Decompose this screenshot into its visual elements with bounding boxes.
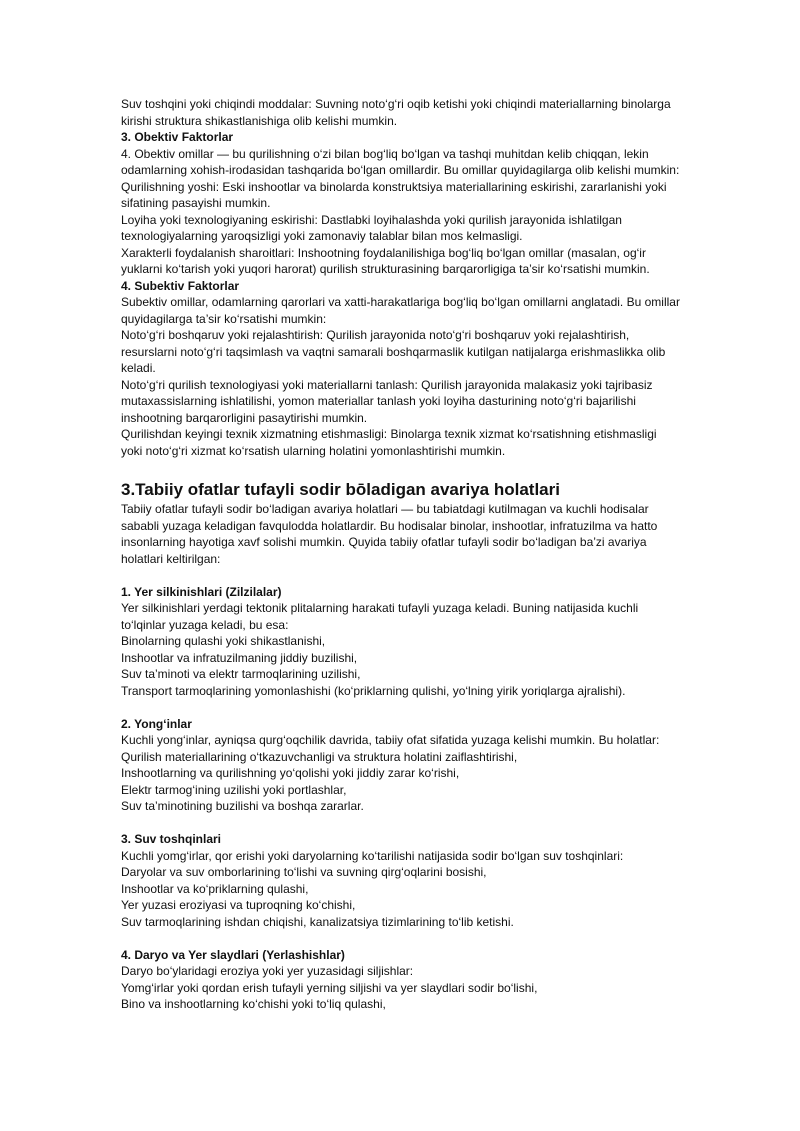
section-fires <box>121 716 681 815</box>
causes-block <box>121 96 681 459</box>
paragraph: Xarakterli foydalanish sharoitlari: Inshootning foydalanilishiga bog‘liq bo‘lgan omillar (masalan, og‘ir yuklarni ko‘tarish yoki yuqori harorat) qurilish strukturasining barqarorligiga ta’sir ko‘rsatishi mumkin. <box>121 245 650 276</box>
section-line: Qurilish materiallarining o‘tkazuvchanligi va struktura holatini zaiflashtirishi, <box>121 749 518 764</box>
section-line: Binolarning qulashi yoki shikastlanishi, <box>121 634 326 648</box>
section-line: Kuchli yomg‘irlar, qor erishi yoki daryolarning ko‘tarilishi natijasida sodir bo‘lgan suv toshqinlari: <box>121 848 624 863</box>
section-line: Transport tarmoqlarining yomonlashishi (ko‘priklarning qulishi, yo‘lning yirik yoriqlarga ajralishi). <box>121 683 626 698</box>
document-page <box>121 96 681 1013</box>
paragraph: Noto‘g‘ri boshqaruv yoki rejalashtirish: Qurilish jarayonida noto‘g‘ri boshqaruv yoki rejalashtirish, resurslarni noto‘g‘ri taqsimlash va vaqtni samarali boshqarmaslik kutilgan natijalarga erishmaslikka olib keladi. <box>121 328 666 375</box>
section-title: 3. Suv toshqinlari <box>121 832 222 846</box>
section-line: Suv ta’minoti va elektr tarmoqlarining uzilishi, <box>121 667 361 681</box>
section-landslides <box>121 947 681 1013</box>
section-line: Suv ta’minotining buzilishi va boshqa zararlar. <box>121 799 364 813</box>
section-floods <box>121 831 681 930</box>
section-line: Bino va inshootlarning ko‘chishi yoki to‘liq qulashi, <box>121 997 386 1011</box>
section-title: 1. Yer silkinishlari (Zilzilalar) <box>121 584 282 599</box>
section-line: Inshootlarning va qurilishning yo‘qolishi yoki jiddiy zarar ko‘rishi, <box>121 766 460 780</box>
paragraph: Qurilishning yoshi: Eski inshootlar va binolarda konstruktsiya materiallarining eskirishi, zararlanishi yoki sifatining pasayishi mumkin. <box>121 179 667 210</box>
paragraph: Loyiha yoki texnologiyaning eskirishi: Dastlabki loyihalashda yoki qurilish jarayonida ishlatilgan texnologiyalarning yaroqsizligi yoki zamonaviy talablar bilan mos kelmasligi. <box>121 212 622 243</box>
section-line: Yomg‘irlar yoki qordan erish tufayli yerning siljishi va yer slaydlari sodir bo‘lishi, <box>121 980 538 995</box>
section-title: 4. Daryo va Yer slaydlari (Yerlashishlar) <box>121 947 345 962</box>
section-line: Elektr tarmog‘ining uzilishi yoki portlashlar, <box>121 782 347 797</box>
section-line: Suv tarmoqlarining ishdan chiqishi, kanalizatsiya tizimlarining to‘lib ketishi. <box>121 914 514 929</box>
section-line: Kuchli yong‘inlar, ayniqsa qurg‘oqchilik davrida, tabiiy ofat sifatida yuzaga kelishi mumkin. Bu holatlar: <box>121 733 660 747</box>
subheading-subjective-factors: 4. Subektiv Faktorlar <box>121 278 240 293</box>
section-earthquakes <box>121 584 681 700</box>
paragraph: Noto‘g‘ri qurilish texnologiyasi yoki materiallarni tanlash: Qurilish jarayonida malakasiz yoki tajribasiz mutaxassislarning ishlatilishi, yomon materiallar tanlash yoki loyiha dasturining noto‘g‘ri bajarilishi inshootning barqarorligini pasaytirishi mumkin. <box>121 377 653 425</box>
paragraph: Qurilishdan keyingi texnik xizmatning etishmasligi: Binolarga texnik xizmat ko‘rsatishning etishmasligi yoki noto‘g‘ri xizmat ko‘rsatish ularning holatini yomonlashtirishi mumkin. <box>121 427 657 458</box>
section-line: Inshootlar va infratuzilmaning jiddiy buzilishi, <box>121 650 358 665</box>
section-line: Daryo bo‘ylaridagi eroziya yoki yer yuzasidagi siljishlar: <box>121 964 414 978</box>
paragraph: Suv toshqini yoki chiqindi moddalar: Suvning noto‘g‘ri oqib ketishi yoki chiqindi materiallarning binolarga kirishi struktura shikastlanishiga olib kelishi mumkin. <box>121 97 671 128</box>
paragraph: 4. Obektiv omillar — bu qurilishning o‘zi bilan bog‘liq bo‘lgan va tashqi muhitdan kelib chiqqan, lekin odamlarning xohish-irodasidan tashqarida bo‘lgan omillardir. Bu omillar quyidagilarga olib kelishi mumkin: <box>121 146 680 177</box>
section-line: Daryolar va suv omborlarining to‘lishi va suvning qirg‘oqlarini bosishi, <box>121 865 487 879</box>
intro-paragraph: Tabiiy ofatlar tufayli sodir bo‘ladigan avariya holatlari — bu tabiatdagi kutilmagan va kuchli hodisalar sababli yuzaga keladigan favqulodda holatlardir. Bu hodisalar binolar, inshootlar, infratuzilma va hatto insonlarning hayotiga xavf solishi mumkin. Quyida tabiiy ofatlar tufayli sodir bo‘ladigan ba’zi avariya holatlari keltirilgan: <box>121 502 658 566</box>
paragraph: Subektiv omillar, odamlarning qarorlari va xatti-harakatlariga bog‘liq bo‘lgan omillarni anglatadi. Bu omillar quyidagilarga ta’sir ko‘rsatishi mumkin: <box>121 295 680 326</box>
section-line: Yer yuzasi eroziyasi va tuproqning ko‘chishi, <box>121 898 356 912</box>
section-heading: 3.Tabiiy ofatlar tufayli sodir bōladigan avariya holatlari <box>121 480 560 499</box>
section-title: 2. Yong‘inlar <box>121 716 192 731</box>
subheading-objective-factors: 3. Obektiv Faktorlar <box>121 130 234 144</box>
section-line: Yer silkinishlari yerdagi tektonik plitalarning harakati tufayli yuzaga keladi. Buning natijasida kuchli to‘lqinlar yuzaga keladi, bu esa: <box>121 601 639 632</box>
section-line: Inshootlar va ko‘priklarning qulashi, <box>121 881 309 896</box>
